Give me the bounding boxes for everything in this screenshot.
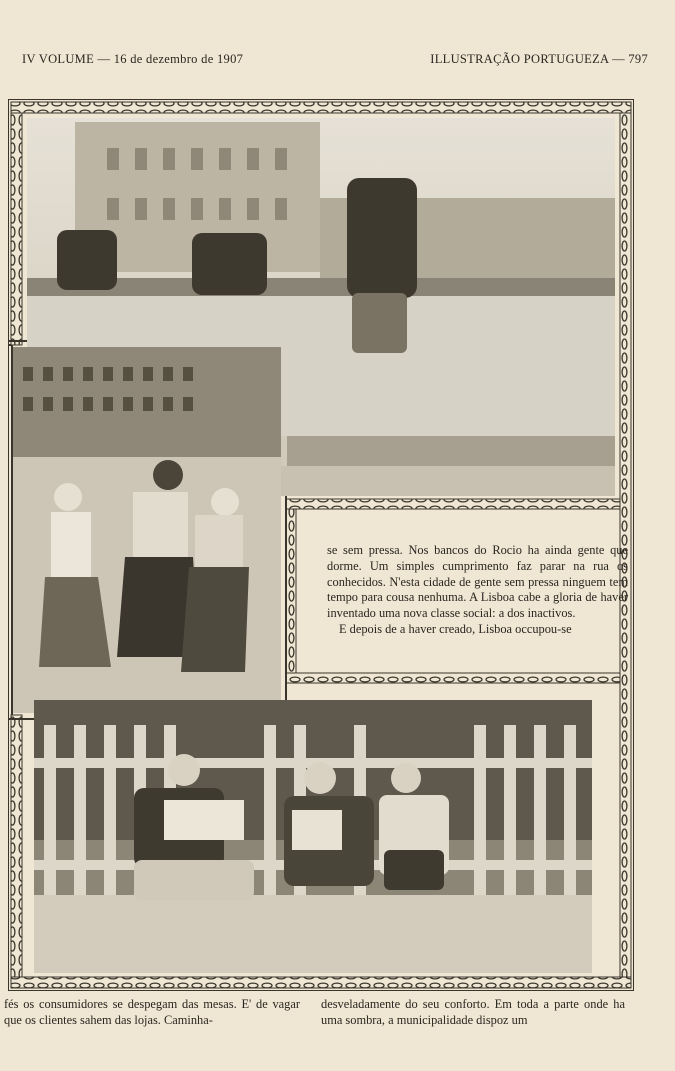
paragraph-2: E depois de a haver creado, Lisboa occupou-se <box>339 621 572 636</box>
article-text-box <box>327 543 628 638</box>
page-number: — 797 <box>612 52 648 66</box>
magazine-title: ILLUSTRAÇÃO PORTUGUEZA <box>430 52 609 66</box>
girls-in-square-photo <box>13 347 281 713</box>
paragraph-1: se sem pressa. Nos bancos do Rocio ha ainda gente que dorme. Um simples cumprimento faz parar na rua os conhecidos. N'esta cidade de gente sem pressa ninguem tem tempo para cousa nenhuma. A Lisboa cabe a gloria de haver inventado uma nova classe social: a dos inactivos. <box>327 543 628 621</box>
header-left <box>22 52 243 67</box>
boys-reading-newspaper-photo <box>34 700 592 973</box>
header-right <box>430 52 648 67</box>
bottom-text-right: desveladamente do seu conforto. Em toda a parte onde ha uma sombra, a municipalidade dispoz um <box>321 997 625 1027</box>
volume-label: IV VOLUME <box>22 52 95 66</box>
issue-date: — 16 de dezembro de 1907 <box>97 52 244 66</box>
bottom-text-left: fés os consumidores se despegam das mesas. E' de vagar que os clientes sahem das lojas. Caminha- <box>4 997 300 1027</box>
